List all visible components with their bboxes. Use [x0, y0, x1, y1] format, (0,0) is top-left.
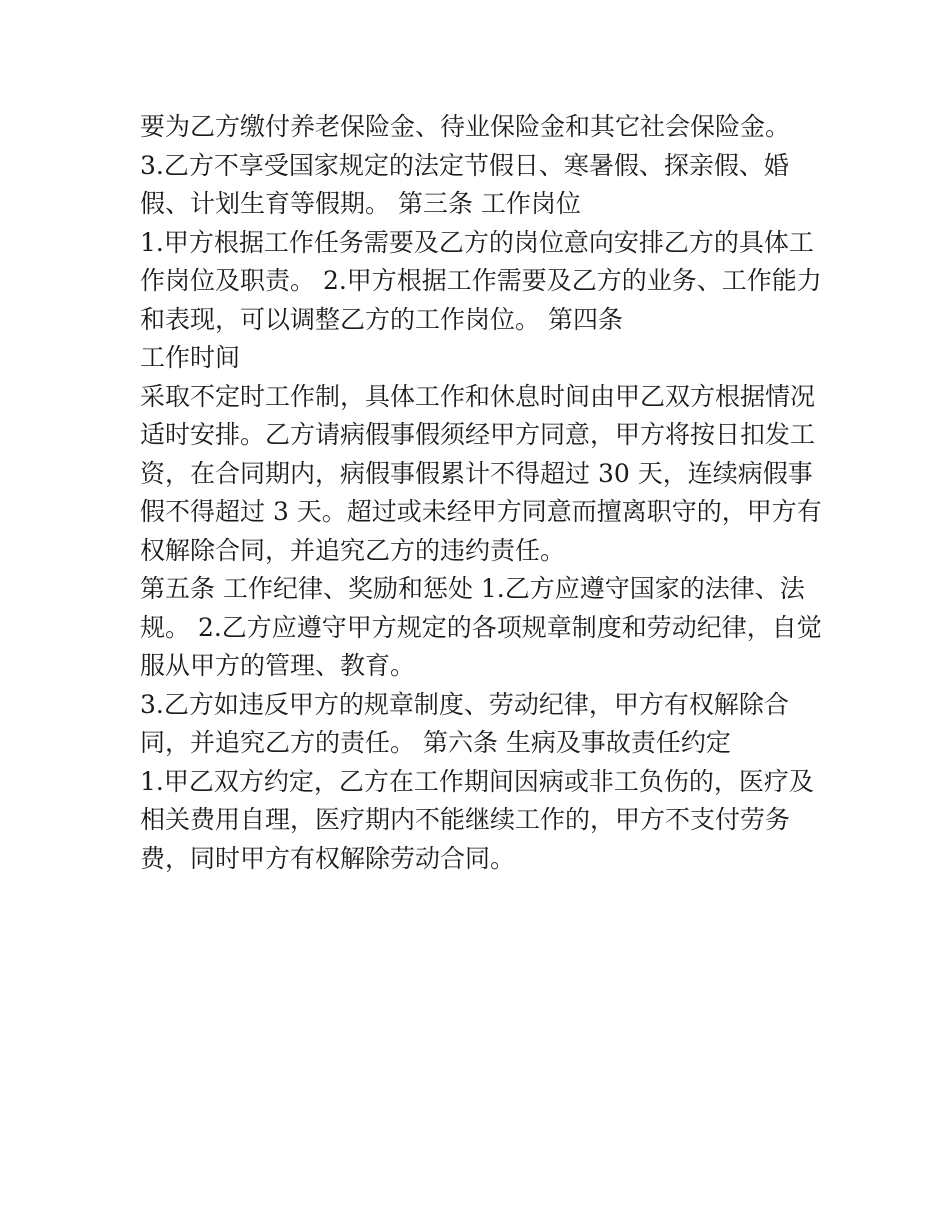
text-line: 权解除合同，并追究乙方的违约责任。	[140, 535, 566, 565]
text-line: 3.乙方如违反甲方的规章制度、劳动纪律，甲方有权解除合	[140, 689, 789, 719]
text-line: 费，同时甲方有权解除劳动合同。	[140, 843, 516, 873]
text-line: 相关费用自理，医疗期内不能继续工作的，甲方不支付劳务	[140, 805, 791, 834]
text-line: 适时安排。乙方请病假事假须经甲方同意，甲方将按日扣发工	[140, 420, 816, 449]
text-line: 要为乙方缴付养老保险金、待业保险金和其它社会保险金。	[140, 112, 791, 141]
text-line: 1.甲乙双方约定，乙方在工作期间因病或非工负伤的，医疗及	[140, 766, 814, 796]
contract-text-body	[140, 108, 830, 878]
text-line: 第五条 工作纪律、奖励和惩处 1.乙方应遵守国家的法律、法	[140, 574, 805, 603]
section-heading: 工作时间	[140, 343, 241, 372]
text-line: 1.甲方根据工作任务需要及乙方的岗位意向安排乙方的具体工	[140, 227, 814, 257]
text-line: 规。 2.乙方应遵守甲方规定的各项规章制度和劳动纪律，自觉	[140, 612, 822, 642]
text-line: 服从甲方的管理、教育。	[140, 651, 416, 680]
text-line: 资，在合同期内，病假事假累计不得超过 30 天，连续病假事	[140, 458, 813, 488]
text-line: 作岗位及职责。 2.甲方根据工作需要及乙方的业务、工作能力	[140, 266, 822, 295]
text-line: 采取不定时工作制，具体工作和休息时间由甲乙双方根据情况	[140, 381, 816, 411]
text-line: 3.乙方不享受国家规定的法定节假日、寒暑假、探亲假、婚	[140, 150, 789, 180]
text-line: 假、计划生育等假期。 第三条 工作岗位	[140, 189, 581, 218]
text-line: 假不得超过 3 天。超过或未经甲方同意而擅离职守的，甲方有	[140, 497, 822, 526]
text-line: 同，并追究乙方的责任。 第六条 生病及事故责任约定	[140, 728, 731, 757]
text-line: 和表现，可以调整乙方的工作岗位。 第四条	[140, 304, 623, 334]
